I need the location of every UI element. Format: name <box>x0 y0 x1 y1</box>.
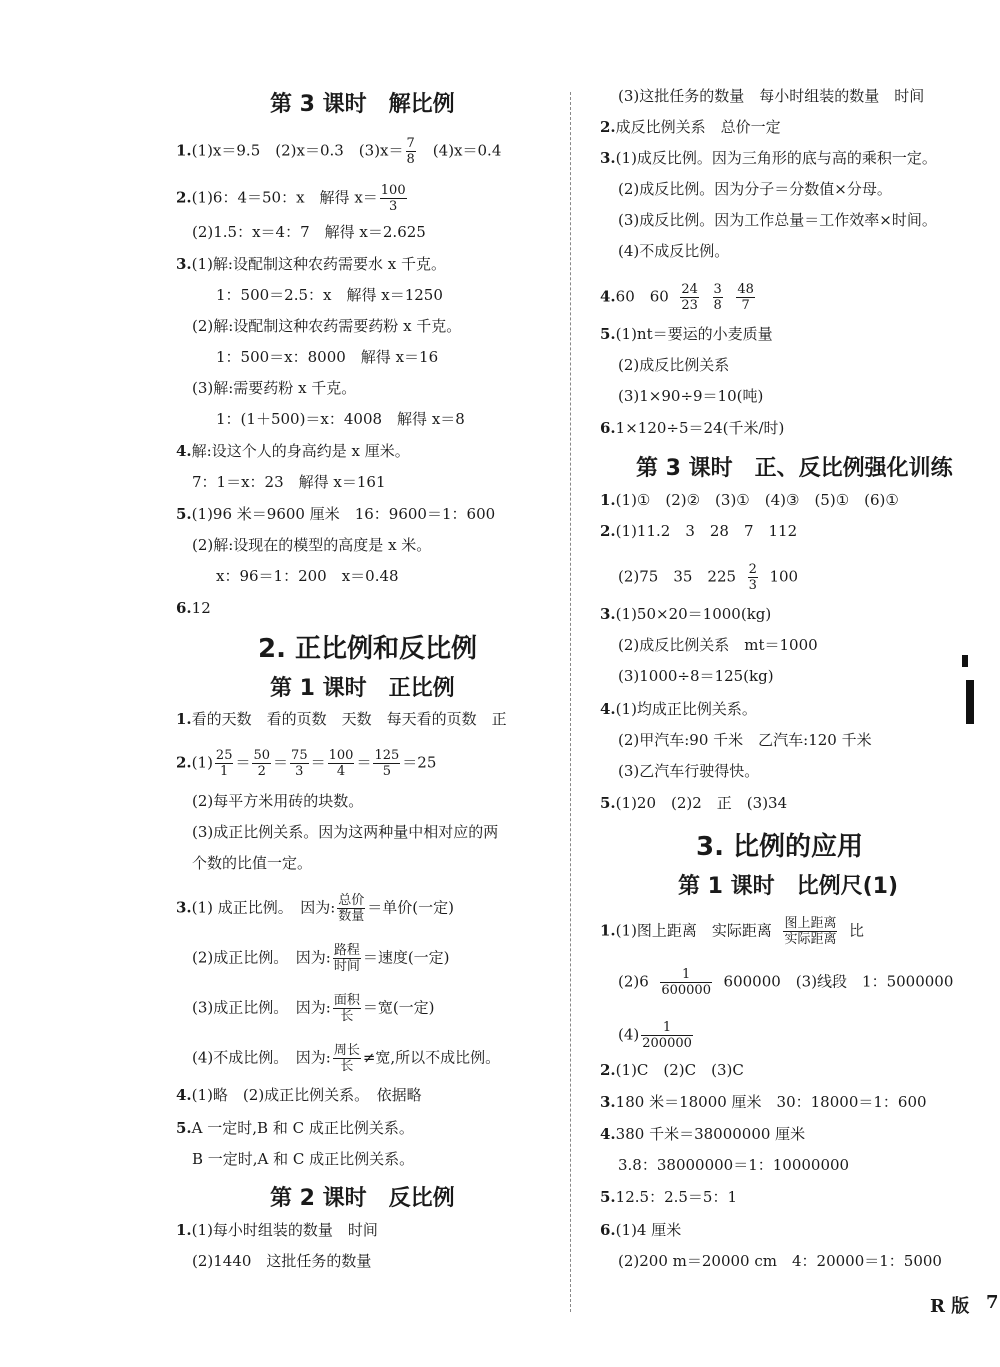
answer-line: (4)不成比例。 因为: $\frac{\text{周长}}{\text{长}}$ ≠宽,所以不成比例。 <box>192 1043 501 1074</box>
answer-line: 6.1×120÷5＝24(千米/时) <box>600 419 785 437</box>
answer-line: 5.12.5：2.5＝5：1 <box>600 1188 738 1206</box>
answer-line: 个数的比值一定。 <box>192 854 313 872</box>
section-title: 第 2 课时 反比例 <box>270 1186 455 1211</box>
answer-line: (2)甲汽车:90 千米 乙汽车:120 千米 <box>618 731 872 749</box>
answer-line: 4.380 千米＝38000000 厘米 <box>600 1125 806 1143</box>
answer-line: 6.(1)4 厘米 <box>600 1221 682 1239</box>
answer-line: 2.(1)C (2)C (3)C <box>600 1061 744 1079</box>
section-title: 第 3 课时 解比例 <box>270 92 455 117</box>
answer-line: B 一定时,A 和 C 成正比例关系。 <box>192 1150 415 1168</box>
answer-line: (3)1×90÷9＝10(吨) <box>618 387 764 405</box>
answer-line: (3)解:需要药粉 x 千克。 <box>192 379 357 397</box>
scan-artifact <box>962 655 968 667</box>
answer-line: (2)75 35 225 $\frac{2}{3}$ 100 <box>618 562 799 593</box>
answer-line: 1：500＝2.5：x 解得 x＝1250 <box>216 286 443 304</box>
edition-label: R 版 <box>930 1296 970 1317</box>
answer-line: (3)1000÷8＝125(kg) <box>618 667 774 685</box>
answer-line: 3.180 米＝18000 厘米 30：18000＝1：600 <box>600 1093 927 1111</box>
answer-line: 3.(1) 成正比例。 因为: $\frac{\text{总价}}{\text{数量}}$ ＝单价(一定) <box>176 893 454 924</box>
answer-line: 1.看的天数 看的页数 天数 每天看的页数 正 <box>176 710 507 728</box>
section-title: 第 1 课时 比例尺(1) <box>678 874 899 899</box>
answer-line: (3)成反比例。因为工作总量＝工作效率×时间。 <box>618 211 937 229</box>
answer-line: 1.(1)① (2)② (3)① (4)③ (5)① (6)① <box>600 491 899 509</box>
scan-artifact <box>966 680 974 724</box>
answer-line: 1.(1)图上距离 实际距离 $\frac{\text{图上距离}}{\text{实际距离}}$ 比 <box>600 916 865 947</box>
answer-line: (2)6 $\frac{1}{600000}$ 600000 (3)线段 1：5000000 <box>618 967 954 998</box>
answer-line: 5.(1)nt＝要运的小麦质量 <box>600 325 773 343</box>
answer-line: (2)解:设配制这种农药需要药粉 x 千克。 <box>192 317 462 335</box>
answer-line: 4.(1)略 (2)成正比例关系。 依据略 <box>176 1086 422 1104</box>
answer-line: (2)成反比例。因为分子＝分数值×分母。 <box>618 180 892 198</box>
answer-line: (2)成正比例。 因为: $\frac{\text{路程}}{\text{时间}}$ ＝速度(一定) <box>192 943 450 974</box>
fraction: $\frac{7}{8}$ <box>406 136 415 167</box>
answer-line: 2.(1)6：4＝50：x 解得 x＝ $\frac{100}{3}$ <box>176 183 406 214</box>
answer-line: 3.(1)成反比例。因为三角形的底与高的乘积一定。 <box>600 149 937 167</box>
answer-line: (2)200 m＝20000 cm 4：20000＝1：5000 <box>618 1252 942 1270</box>
answer-line: 3.8：38000000＝1：10000000 <box>618 1156 850 1174</box>
answer-line: (2)1440 这批任务的数量 <box>192 1252 372 1270</box>
answer-line: x：96＝1：200 x＝0.48 <box>216 567 399 585</box>
answer-line: 2.(1) $\frac{25}{1}$ ＝ $\frac{50}{2}$ ＝ $\frac{75}{3}$ ＝ $\frac{100}{4}$ ＝ $\frac{125}{5}$ ＝25 <box>176 748 437 779</box>
answer-line: 5.(1)96 米＝9600 厘米 16：9600＝1：600 <box>176 505 496 523</box>
answer-line: (3)这批任务的数量 每小时组装的数量 时间 <box>618 87 925 105</box>
answer-line: (3)成正比例。 因为: $\frac{\text{面积}}{\text{长}}$ ＝宽(一定) <box>192 993 435 1024</box>
answer-line: 2.(1)11.2 3 28 7 112 <box>600 522 798 540</box>
answer-line: 1：(1＋500)＝x：4008 解得 x＝8 <box>216 410 465 428</box>
chapter-title: 2. 正比例和反比例 <box>258 634 478 664</box>
answer-line: 4.60 60 $\frac{24}{23}$ $\frac{3}{8}$ $\frac{48}{7}$ <box>600 282 754 313</box>
column-divider <box>570 92 571 1312</box>
answer-line: 7：1＝x：23 解得 x＝161 <box>192 473 386 491</box>
answer-line: 1.(1)每小时组装的数量 时间 <box>176 1221 378 1239</box>
answer-line: 2.成反比例关系 总价一定 <box>600 118 781 136</box>
answer-line: 5.(1)20 (2)2 正 (3)34 <box>600 794 788 812</box>
section-title: 第 1 课时 正比例 <box>270 676 455 701</box>
answer-line: 3.(1)解:设配制这种农药需要水 x 千克。 <box>176 255 446 273</box>
answer-line: (3)成正比例关系。因为这两种量中相对应的两 <box>192 823 499 841</box>
answer-line: 3.(1)50×20＝1000(kg) <box>600 605 772 623</box>
answer-line: 1：500＝x：8000 解得 x＝16 <box>216 348 439 366</box>
answer-line: 5.A 一定时,B 和 C 成正比例关系。 <box>176 1119 414 1137</box>
answer-line: (4) $\frac{1}{200000}$ <box>618 1020 692 1051</box>
fraction: $\frac{100}{3}$ <box>380 183 406 214</box>
answer-line: (2)解:设现在的模型的高度是 x 米。 <box>192 536 432 554</box>
section-title: 第 3 课时 正、反比例强化训练 <box>636 456 953 481</box>
answer-line: (2)成反比例关系 <box>618 356 730 374</box>
chapter-title: 3. 比例的应用 <box>696 832 864 862</box>
page-number: 7 <box>986 1292 999 1313</box>
answer-line: (4)不成反比例。 <box>618 242 730 260</box>
answer-line: (2)每平方米用砖的块数。 <box>192 792 364 810</box>
answer-line: 6.12 <box>176 599 211 617</box>
answer-line: 4.(1)均成正比例关系。 <box>600 700 757 718</box>
answer-line: (2)1.5：x＝4：7 解得 x＝2.625 <box>192 223 426 241</box>
answer-line: (3)乙汽车行驶得快。 <box>618 762 760 780</box>
answer-line: 4.解:设这个人的身高约是 x 厘米。 <box>176 442 410 460</box>
answer-line: 1.(1)x＝9.5 (2)x＝0.3 (3)x＝ $\frac{7}{8}$ (4)x＝0.4 <box>176 136 502 167</box>
answer-line: (2)成反比例关系 mt＝1000 <box>618 636 818 654</box>
